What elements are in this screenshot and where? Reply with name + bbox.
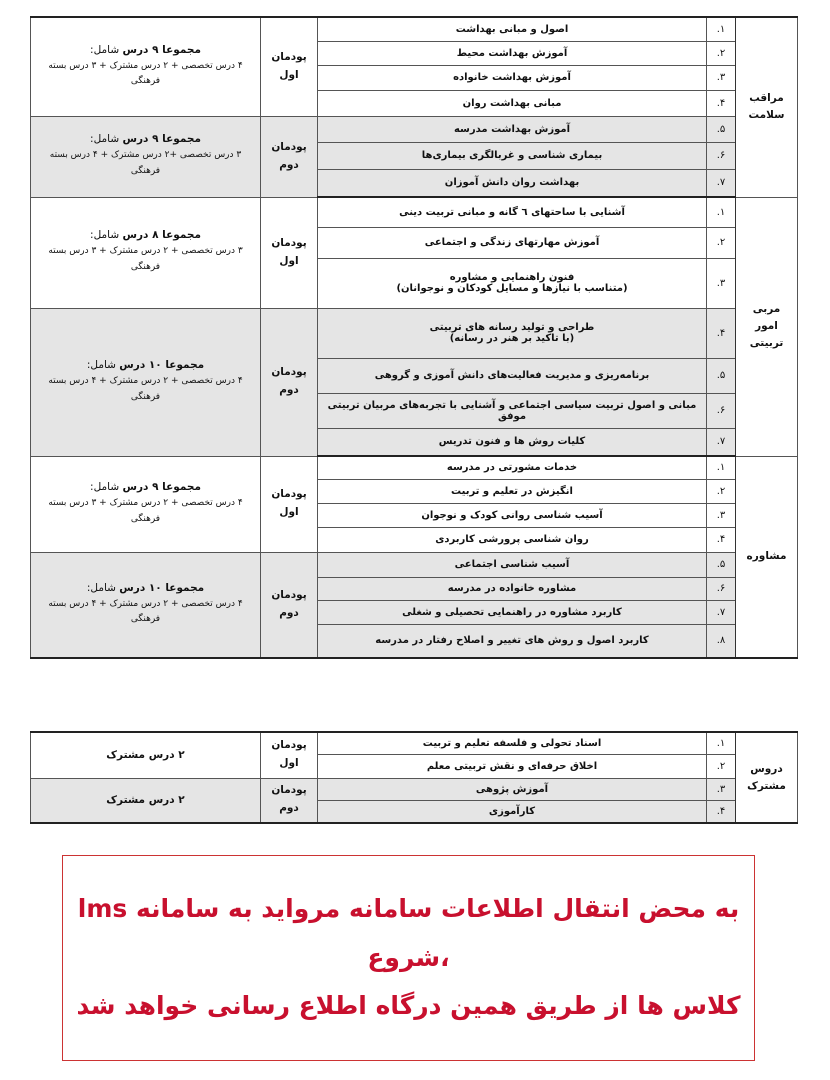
module-name: پودمان اول [261, 456, 318, 552]
module-summary [31, 116, 261, 197]
course-number: ۲. [707, 227, 736, 258]
module-summary [31, 308, 261, 456]
course-title [318, 169, 707, 197]
summary-total-suffix: شامل: [86, 358, 120, 371]
course-number: ۷. [707, 169, 736, 197]
course-title [318, 754, 707, 778]
course-title-text: اخلاق حرفه‌ای و نقش تربیتی معلم [426, 760, 598, 772]
notice-line-2: کلاس ها از طريق همين درگاه اطلاع رسانی خواهد شد [76, 991, 741, 1021]
table-row [31, 732, 798, 754]
course-number: ۵. [707, 552, 736, 577]
course-number: ۶. [707, 393, 736, 428]
course-title [318, 800, 707, 823]
summary-detail: ۴ درس تخصصی + ۲ درس مشترک + ۴ درس بسته فرهنگی [48, 375, 243, 402]
table-row [31, 17, 798, 41]
course-title [318, 428, 707, 456]
course-title-text: بیماری شناسی و غربالگری بیماری‌ها [421, 150, 603, 161]
summary-detail: ۴ درس تخصصی + ۲ درس مشترک + ۴ درس بسته فرهنگی [48, 598, 243, 625]
course-subtitle: (متناسب با نیازها و مسایل کودکان و نوجوانان) [396, 283, 628, 294]
course-number: ۲. [707, 754, 736, 778]
summary-detail: ۴ درس تخصصی + ۲ درس مشترک + ۳ درس بسته فرهنگی [48, 497, 243, 524]
module-name: پودمان اول [261, 197, 318, 308]
module-name: پودمان اول [261, 732, 318, 778]
module-summary [31, 456, 261, 552]
course-number: ۶. [707, 142, 736, 169]
course-title-text: آموزش پژوهی [475, 783, 549, 795]
module-name: پودمان اول [261, 17, 318, 116]
course-title [318, 41, 707, 65]
course-title-text: انگیزش در تعلیم و تربیت [451, 485, 573, 497]
course-title-text: اصول و مبانی بهداشت [455, 23, 569, 35]
course-title [318, 778, 707, 800]
summary-total-suffix: شامل: [90, 229, 123, 242]
field-name: مشاوره [736, 456, 798, 658]
table-row [31, 552, 798, 577]
course-number: ۴. [707, 90, 736, 116]
module-name: پودمان دوم [261, 308, 318, 456]
summary-total-count: مجموعا ۱۰ درس [119, 358, 205, 371]
summary-total-count: مجموعا ۹ درس [122, 480, 201, 493]
course-title [318, 116, 707, 142]
course-title [318, 624, 707, 658]
module-summary [31, 197, 261, 308]
module-name: پودمان دوم [261, 552, 318, 658]
course-number: ۲. [707, 41, 736, 65]
summary-total [39, 481, 252, 493]
course-title-text: آسیب شناسی اجتماعی [454, 559, 570, 570]
course-title [318, 142, 707, 169]
course-number: ۱. [707, 732, 736, 754]
course-number: ۴. [707, 800, 736, 823]
course-number: ۵. [707, 116, 736, 142]
curriculum-table [30, 16, 798, 659]
field-name: مربی امور تربیتی [736, 197, 798, 456]
field-name: دروس مشترک [736, 732, 798, 823]
course-title [318, 258, 707, 308]
course-number: ۳. [707, 778, 736, 800]
course-title-text: اسناد تحولی و فلسفه تعلیم و تربیت [422, 737, 602, 749]
course-number: ۳. [707, 503, 736, 527]
course-title-text: کارآموزی [488, 805, 536, 817]
course-title [318, 503, 707, 527]
summary-detail: ۴ درس تخصصی + ۲ درس مشترک + ۳ درس بسته فرهنگی [48, 60, 243, 87]
field-name: مراقب سلامت [736, 17, 798, 197]
course-title-text: مبانی و اصول تربیت سیاسی اجتماعی و آشنایی با تجربه‌های مربیان تربیتی موفق [327, 399, 697, 422]
course-title [318, 527, 707, 552]
course-title [318, 17, 707, 41]
course-title [318, 227, 707, 258]
course-title [318, 90, 707, 116]
course-title-text: آموزش بهداشت محیط [456, 47, 568, 59]
course-title-text: آموزش بهداشت مدرسه [453, 123, 570, 135]
course-title-text: آموزش بهداشت خانواده [453, 72, 571, 83]
summary-total [39, 133, 252, 145]
course-title [318, 197, 707, 227]
course-number: ۶. [707, 577, 736, 600]
table-row [31, 116, 798, 142]
course-title-text: آشنایی با ساحتهای ٦ گانه و مبانی تربیت دینی [399, 206, 625, 218]
summary-total [39, 582, 252, 594]
summary-total [39, 229, 252, 241]
summary-detail: ۳ درس تخصصی +۲ درس مشترک + ۴ درس بسته فرهنگی [49, 150, 242, 176]
course-title [318, 552, 707, 577]
course-number: ۴. [707, 527, 736, 552]
course-title-text: کاربرد اصول و روش های تغییر و اصلاح رفتار در مدرسه [375, 635, 649, 647]
module-name: پودمان دوم [261, 116, 318, 197]
table-row [31, 778, 798, 800]
course-number: ۸. [707, 624, 736, 658]
course-number: ۵. [707, 358, 736, 393]
notice-line-1: به محض انتقال اطلاعات سامانه مروايد به سامانه lms ،شروع [77, 893, 740, 972]
table-row [31, 308, 798, 358]
course-title [318, 600, 707, 624]
module-summary: ۲ درس مشترک [31, 778, 261, 823]
summary-total-suffix: شامل: [90, 43, 123, 56]
course-title-text: کلیات روش ها و فنون تدریس [438, 436, 586, 448]
course-title [318, 479, 707, 503]
course-title [318, 308, 707, 358]
course-title [318, 577, 707, 600]
summary-total-suffix: شامل: [90, 480, 123, 493]
course-number: ۳. [707, 65, 736, 90]
summary-total-count: مجموعا ۸ درس [122, 229, 201, 242]
course-number: ۲. [707, 479, 736, 503]
summary-total-suffix: شامل: [90, 133, 123, 146]
table-row [31, 456, 798, 479]
course-title [318, 65, 707, 90]
course-title-text: برنامه‌ریزی و مدیریت فعالیت‌های دانش آموزی و گروهی [374, 370, 650, 381]
course-title [318, 393, 707, 428]
course-subtitle: (با تاکید بر هنر در رسانه) [449, 333, 575, 344]
notice-box [62, 855, 755, 1061]
module-summary [31, 17, 261, 116]
summary-total [39, 359, 252, 371]
course-title [318, 732, 707, 754]
course-title-text: آموزش مهارتهای زندگی و اجتماعی [424, 237, 600, 248]
course-number: ۳. [707, 258, 736, 308]
course-title-text: خدمات مشورتی در مدرسه [446, 462, 578, 474]
course-title-text: کاربرد مشاوره در راهنمایی تحصیلی و شغلی [402, 606, 622, 618]
summary-total [39, 44, 252, 56]
notice-text [63, 885, 754, 1031]
course-title [318, 456, 707, 479]
summary-total-count: مجموعا ۹ درس [122, 133, 201, 146]
course-title-text: طراحی و تولید رسانه های تربیتی [429, 322, 595, 333]
common-courses-table [30, 731, 798, 824]
module-summary: ۲ درس مشترک [31, 732, 261, 778]
course-number: ۷. [707, 600, 736, 624]
module-summary [31, 552, 261, 658]
course-title-text: روان شناسی پرورشی کاربردی [435, 534, 589, 545]
course-title-text: مبانی بهداشت روان [462, 97, 562, 109]
summary-total-count: مجموعا ۱۰ درس [119, 581, 205, 594]
summary-total-suffix: شامل: [86, 581, 120, 594]
course-number: ۷. [707, 428, 736, 456]
course-title-text: فنون راهنمایی و مشاوره [449, 272, 575, 283]
course-number: ۱. [707, 456, 736, 479]
summary-total-count: مجموعا ۹ درس [122, 43, 201, 56]
course-title-text: بهداشت روان دانش آموزان [444, 177, 580, 189]
module-name: پودمان دوم [261, 778, 318, 823]
course-title-text: آسیب شناسی روانی کودک و نوجوان [421, 509, 603, 521]
course-number: ۱. [707, 197, 736, 227]
table-row [31, 197, 798, 227]
course-number: ۱. [707, 17, 736, 41]
course-number: ۴. [707, 308, 736, 358]
summary-detail: ۳ درس تخصصی + ۲ درس مشترک + ۳ درس بسته فرهنگی [48, 246, 243, 272]
course-title [318, 358, 707, 393]
course-title-text: مشاوره خانواده در مدرسه [447, 583, 577, 594]
